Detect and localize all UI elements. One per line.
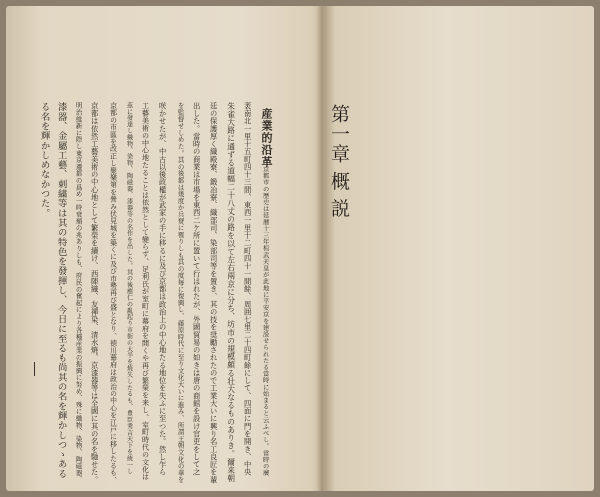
text-line-14: る名を輝かしめなかつた。 — [38, 102, 50, 218]
text-line-7: 咲かせたが、中古以後政權が武家の手に移るに及び京都は政治上の中心地たる地位を失ふに至つた。然し乍ら — [158, 102, 168, 476]
text-line-9: 茲に發達し織物、染物、陶磁器、漆器等の名作を出した。其の後應仁の亂起り市街の大半を焼失したるも、豊臣秀吉天下を統一し — [125, 102, 133, 475]
text-line-6: を監督せしめた。其の後都は幾度か兵燹に罹りしも其の度毎に復興し、藤原時代に至り文化大いに進み、所謂王朝文化の華を — [176, 102, 185, 483]
text-line-4: 廷の保護厚く織殿寮、鍛冶寮、織部司、染部司等を置き、其の技を奨勵されたので工業大いに興り名工良匠を輩 — [209, 102, 219, 484]
text-line-12: 明治維新に際し東京遷都の爲め一時衰頽の兆ありしも、府民の奮起により各種産業の振興に努め、殊に織物、染物、陶磁器、 — [74, 102, 83, 483]
text-line-8: 工藝美術の中心地たることは依然として變らず、足利氏が室町に幕府を開くや再び繁榮を来し、室町時代の文化は — [141, 102, 151, 481]
book-spread — [6, 6, 594, 491]
text-line-5: 出した。當時の商業は市場を東西二ケ所に置いて行はれたが、外國貿易の如きは唐の商館を設け官吏をして之 — [192, 102, 202, 476]
text-line-13: 漆器、金屬工藝、刺繍等は其の特色を發揮し、今日に至るも尚其の名を輝かしつゝある — [55, 102, 67, 479]
chapter-title: 第一章 概 説 — [328, 104, 350, 219]
text-line-2: 袤南北一里十五町四十三間、東西一里十二町四十一間餘、周囲七里二十四町餘にして、四面に門を開き、中央 — [243, 102, 253, 476]
text-line-3: 朱雀大路に通ずる道幅二十八丈の路を以て左右兩京に分ち、坊市の規模頗る壮大なるものありき。爾来朝 — [226, 102, 236, 483]
margin-mark — [34, 362, 35, 376]
left-page — [6, 6, 322, 491]
section-heading: 産業的沿革 — [260, 108, 273, 168]
text-line-10: 京都の市區を改正し聚樂第を營み伏見城を築くに及び市勢再び盛となり、徳川幕府は政治の中心を江戸に移したるも、 — [108, 102, 117, 484]
text-line-11: 京都は依然工藝美術の中心地として繁榮を續け、西陣織、友禪染、清水焼、京漆器等は全國に其の名を馳せた。 — [90, 102, 100, 484]
text-line-1: 京都市の歴史は延暦十三年桓武天皇が此地に平安京を建設せられたる當時に始まると云ふべし。當時の廣 — [261, 166, 269, 477]
right-page — [326, 6, 594, 491]
